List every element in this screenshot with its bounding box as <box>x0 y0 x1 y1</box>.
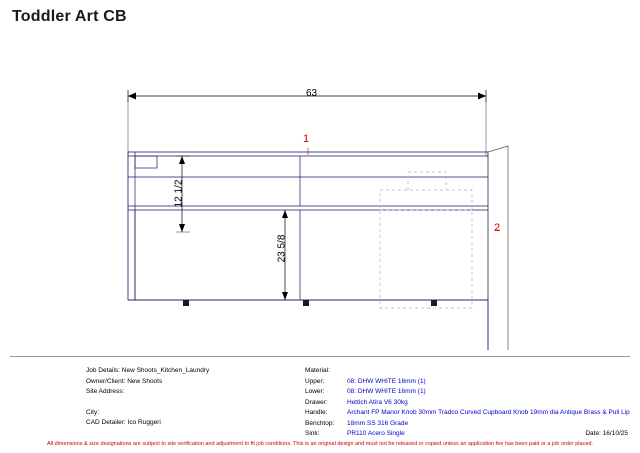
material-key-handle: Handle: <box>305 409 328 416</box>
owner-client-value: New Shoots <box>127 377 163 385</box>
material-label: Material: <box>305 367 330 374</box>
footer-info-block <box>0 360 640 450</box>
material-row-benchtop <box>305 419 635 430</box>
date-label: Date: <box>585 430 601 437</box>
material-row-lower <box>305 387 635 398</box>
owner-client-label: Owner/Client: <box>86 377 126 385</box>
callout-label-1: 1 <box>303 133 310 145</box>
material-key-benchtop: Benchtop: <box>305 419 335 427</box>
job-details-label: Job Details: <box>86 367 120 374</box>
cad-detailer-label: CAD Detailer: <box>86 419 126 426</box>
material-value-lower: 08: DHW WHITE 16mm (1) <box>347 388 426 395</box>
material-value-sink: PR110 Acero Single <box>347 430 405 437</box>
material-key-lower: Lower: <box>305 388 325 395</box>
footer-material-column <box>305 366 635 440</box>
material-value-drawer: Hettich Atira V6 30kg <box>347 398 408 406</box>
material-row-upper <box>305 377 635 388</box>
upper-height-label: 12 1/2 <box>173 179 185 208</box>
page-title: Toddler Art CB <box>12 8 127 25</box>
material-value-upper: 08: DHW WHITE 16mm (1) <box>347 377 426 385</box>
cabinet-elevation-drawing <box>0 60 640 350</box>
footer-owner-client-row <box>86 377 301 388</box>
callout-label-2: 2 <box>494 222 501 234</box>
cabinet-legs <box>183 300 437 306</box>
material-value-benchtop: 18mm SS 316 Grade <box>347 419 409 427</box>
material-row-handle <box>305 408 635 419</box>
cad-detailer-value: Ico Ruggeri <box>127 419 161 426</box>
footer-disclaimer: All dimensions & size designations are subject to site verification and adjustment to fit job conditions. This is an original design and must not be released or copied unless an application fee has been paid or a job order placed. <box>47 441 593 447</box>
footer-spacer <box>86 398 301 408</box>
material-key-sink: Sink: <box>305 430 320 437</box>
footer-date <box>585 430 628 437</box>
material-key-drawer: Drawer: <box>305 398 328 406</box>
site-address-label: Site Address: <box>86 388 125 395</box>
hidden-appliance-outline <box>380 172 472 308</box>
footer-job-column <box>86 366 301 429</box>
overall-width-label: 63 <box>306 88 318 99</box>
footer-site-address-row <box>86 387 301 398</box>
footer-cad-detailer-row <box>86 418 301 429</box>
lower-height-label: 23 5/8 <box>276 234 288 263</box>
material-row-drawer <box>305 398 635 409</box>
cabinet-outline <box>128 146 508 350</box>
material-key-upper: Upper: <box>305 377 325 385</box>
footer-city-row <box>86 408 301 419</box>
overall-width-dimension <box>128 90 486 156</box>
footer-job-details-row <box>86 366 301 377</box>
job-details-value: New Shoots_Kitchen_Laundry <box>121 367 210 374</box>
upper-left-detail <box>135 156 157 168</box>
elevation-svg <box>0 60 640 350</box>
material-value-handle: Archant FP Manor Knob 30mm Tradco Curved Cupboard Knob 19mm dia Antique Brass & Pull Lip <box>347 409 630 416</box>
city-label: City: <box>86 408 99 416</box>
date-value: 16/10/25 <box>602 430 628 437</box>
footer-divider <box>10 356 630 357</box>
